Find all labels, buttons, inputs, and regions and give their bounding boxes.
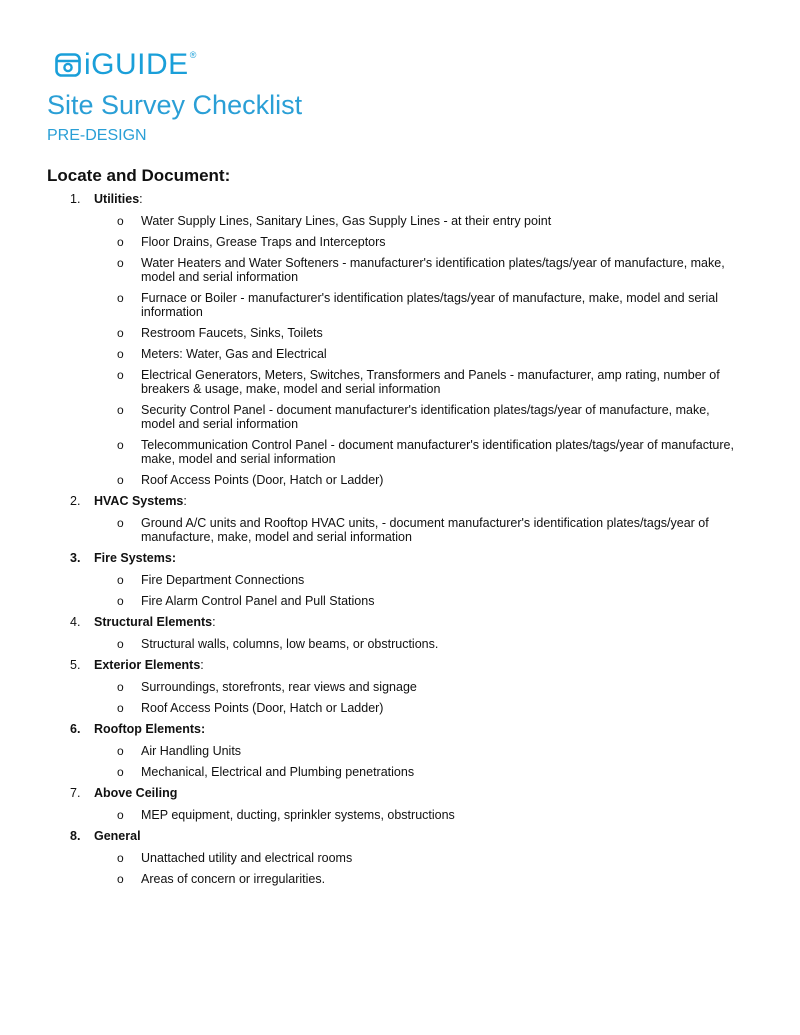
- circle-bullet-icon: o: [117, 637, 124, 651]
- brand-logo: [55, 48, 196, 82]
- subitem-text: Fire Alarm Control Panel and Pull Stations: [141, 594, 375, 608]
- registered-mark: ®: [189, 50, 197, 60]
- subitem-text: Restroom Faucets, Sinks, Toilets: [141, 326, 323, 340]
- circle-bullet-icon: o: [117, 291, 124, 305]
- subitem-text: Areas of concern or irregularities.: [141, 872, 326, 886]
- checklist-subitem: [0, 235, 800, 249]
- checklist-item-header: [0, 494, 800, 510]
- subitem-text: Water Supply Lines, Sanitary Lines, Gas Supply Lines - at their entry point: [141, 214, 552, 228]
- checklist: [0, 192, 800, 893]
- checklist-subitem: [0, 594, 800, 608]
- checklist-item: [0, 786, 800, 822]
- item-label-suffix: :: [183, 494, 187, 508]
- checklist-subitem: [0, 808, 800, 822]
- item-label: [94, 786, 177, 801]
- item-label-text: Rooftop Elements:: [94, 722, 206, 736]
- circle-bullet-icon: o: [117, 326, 124, 340]
- circle-bullet-icon: o: [117, 235, 124, 249]
- camera-logo-icon: [55, 52, 81, 78]
- checklist-item: [0, 658, 800, 715]
- checklist-item: [0, 551, 800, 608]
- checklist-subitem: [0, 573, 800, 587]
- circle-bullet-icon: o: [117, 594, 124, 608]
- checklist-subitem: [0, 214, 800, 228]
- checklist-item-header: [0, 722, 800, 738]
- circle-bullet-icon: o: [117, 680, 124, 694]
- item-label-text: Utilities: [94, 192, 140, 206]
- item-label-text: General: [94, 829, 141, 843]
- subitem-text: Fire Department Connections: [141, 573, 305, 587]
- item-label: [94, 615, 216, 630]
- item-label: [94, 829, 141, 844]
- checklist-subitem: [0, 326, 800, 340]
- item-number: 5.: [70, 658, 81, 672]
- checklist-subitem: [0, 347, 800, 361]
- circle-bullet-icon: o: [117, 573, 124, 587]
- subitem-text: Air Handling Units: [141, 744, 242, 758]
- subitem-text: Roof Access Points (Door, Hatch or Ladder): [141, 473, 384, 487]
- item-number: 8.: [70, 829, 81, 843]
- checklist-item: [0, 722, 800, 779]
- item-label: [94, 192, 143, 207]
- circle-bullet-icon: o: [117, 214, 124, 228]
- circle-bullet-icon: o: [117, 872, 124, 886]
- checklist-subitem: [0, 765, 800, 779]
- page-subtitle: PRE-DESIGN: [47, 127, 147, 144]
- circle-bullet-icon: o: [117, 765, 124, 779]
- subitem-text: Surroundings, storefronts, rear views and signage: [141, 680, 417, 694]
- checklist-item-header: [0, 829, 800, 845]
- subitem-text: Roof Access Points (Door, Hatch or Ladder): [141, 701, 384, 715]
- subitem-text: Furnace or Boiler - manufacturer's identification plates/tags/year of manufacture, make, model and serial information: [141, 291, 718, 319]
- subitem-text: Mechanical, Electrical and Plumbing penetrations: [141, 765, 415, 779]
- checklist-subitem: [0, 438, 800, 466]
- item-label-text: Structural Elements: [94, 615, 213, 629]
- item-label-suffix: :: [212, 615, 216, 629]
- item-label: [94, 551, 176, 566]
- subitem-text: Telecommunication Control Panel - document manufacturer's identification plates/tags/year of manufacture, make, model and serial information: [141, 438, 734, 466]
- checklist-subitem: [0, 291, 800, 319]
- item-number: 2.: [70, 494, 81, 508]
- subitem-text: Water Heaters and Water Softeners - manufacturer's identification plates/tags/year of manufacture, make, model and serial information: [141, 256, 725, 284]
- circle-bullet-icon: o: [117, 473, 124, 487]
- circle-bullet-icon: o: [117, 256, 124, 270]
- checklist-item-header: [0, 658, 800, 674]
- checklist-subitem: [0, 744, 800, 758]
- item-label: [94, 658, 204, 673]
- subitem-text: Security Control Panel - document manufacturer's identification plates/tags/year of manufacture, make, model and serial information: [141, 403, 710, 431]
- circle-bullet-icon: o: [117, 368, 124, 382]
- checklist-subitem: [0, 851, 800, 865]
- subitem-text: Structural walls, columns, low beams, or obstructions.: [141, 637, 439, 651]
- item-label-text: Above Ceiling: [94, 786, 178, 800]
- checklist-subitem: [0, 403, 800, 431]
- checklist-subitem: [0, 637, 800, 651]
- checklist-subitem: [0, 516, 800, 544]
- circle-bullet-icon: o: [117, 438, 124, 452]
- circle-bullet-icon: o: [117, 808, 124, 822]
- circle-bullet-icon: o: [117, 347, 124, 361]
- circle-bullet-icon: o: [117, 701, 124, 715]
- item-number: 6.: [70, 722, 81, 736]
- checklist-subitem: [0, 368, 800, 396]
- item-label-text: HVAC Systems: [94, 494, 184, 508]
- checklist-subitem: [0, 701, 800, 715]
- checklist-item: [0, 494, 800, 544]
- circle-bullet-icon: o: [117, 851, 124, 865]
- subitem-text: Electrical Generators, Meters, Switches, Transformers and Panels - manufacturer, amp rating, number of breakers & usage, make, model and serial information: [141, 368, 720, 396]
- checklist-item-header: [0, 615, 800, 631]
- subitem-text: Ground A/C units and Rooftop HVAC units, - document manufacturer's identification plates/tags/year of manufacture, make, model and serial information: [141, 516, 709, 544]
- checklist-item-header: [0, 192, 800, 208]
- checklist-item: [0, 829, 800, 886]
- item-label-text: Exterior Elements: [94, 658, 201, 672]
- item-label-suffix: :: [139, 192, 143, 206]
- checklist-item: [0, 615, 800, 651]
- item-number: 3.: [70, 551, 81, 565]
- checklist-item-header: [0, 551, 800, 567]
- item-label: [94, 722, 205, 737]
- subitem-text: Meters: Water, Gas and Electrical: [141, 347, 327, 361]
- section-heading: Locate and Document:: [47, 166, 231, 185]
- subitem-text: MEP equipment, ducting, sprinkler systems, obstructions: [141, 808, 455, 822]
- item-number: 1.: [70, 192, 81, 206]
- circle-bullet-icon: o: [117, 516, 124, 530]
- item-label-suffix: :: [200, 658, 204, 672]
- checklist-item-header: [0, 786, 800, 802]
- item-number: 4.: [70, 615, 81, 629]
- item-label: [94, 494, 187, 509]
- checklist-subitem: [0, 680, 800, 694]
- checklist-subitem: [0, 872, 800, 886]
- circle-bullet-icon: o: [117, 403, 124, 417]
- item-label-text: Fire Systems:: [94, 551, 176, 565]
- checklist-item: [0, 192, 800, 487]
- page-title: Site Survey Checklist: [47, 90, 303, 120]
- circle-bullet-icon: o: [117, 744, 124, 758]
- subitem-text: Unattached utility and electrical rooms: [141, 851, 353, 865]
- subitem-text: Floor Drains, Grease Traps and Interceptors: [141, 235, 386, 249]
- item-number: 7.: [70, 786, 81, 800]
- checklist-subitem: [0, 473, 800, 487]
- brand-name: iGUIDE: [84, 48, 189, 81]
- checklist-subitem: [0, 256, 800, 284]
